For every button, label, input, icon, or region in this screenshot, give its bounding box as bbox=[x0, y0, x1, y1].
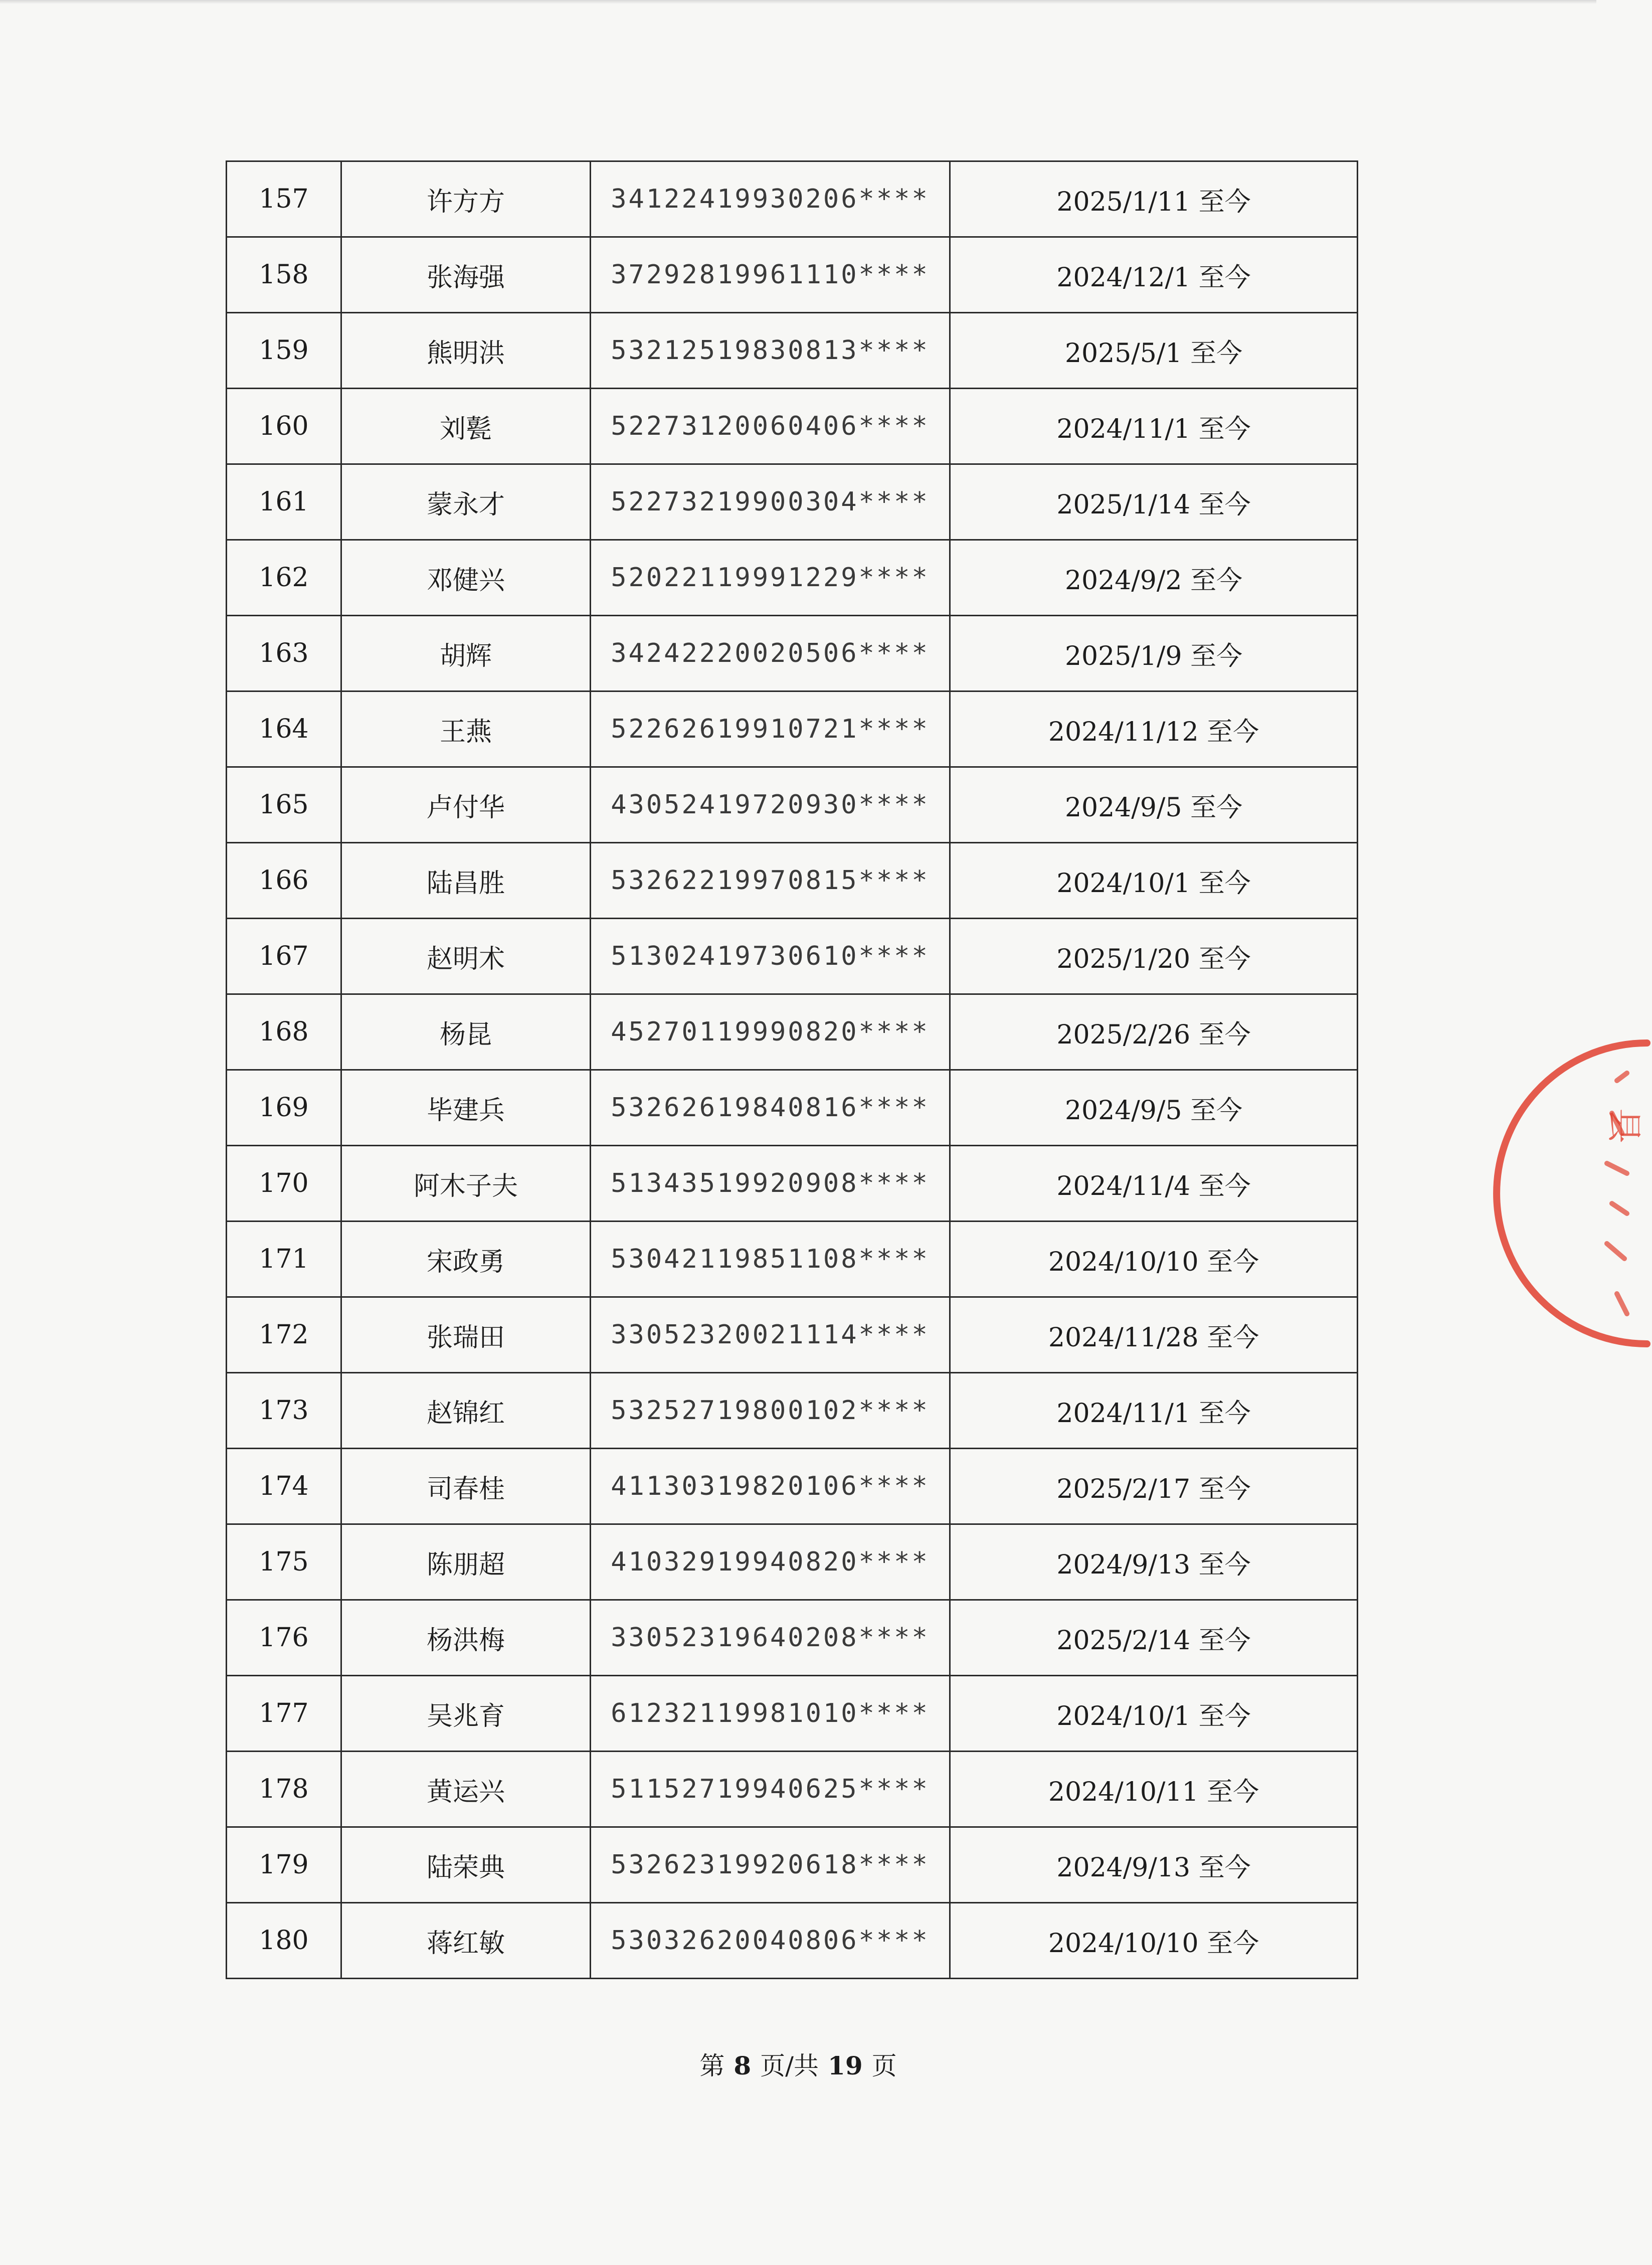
row-name: 蒙永才 bbox=[341, 464, 591, 540]
row-name: 阿木子夫 bbox=[341, 1146, 591, 1222]
row-index: 173 bbox=[227, 1373, 341, 1449]
row-name: 熊明洪 bbox=[341, 313, 591, 389]
row-id-number: 51302419730610**** bbox=[591, 919, 950, 994]
current-page-number: 8 bbox=[733, 2051, 752, 2080]
table-row bbox=[227, 464, 1358, 540]
table-row bbox=[227, 1146, 1358, 1222]
row-id-number: 45270119990820**** bbox=[591, 994, 950, 1070]
row-id-number: 51152719940625**** bbox=[591, 1752, 950, 1827]
row-name: 王燕 bbox=[341, 691, 591, 767]
row-name: 邓健兴 bbox=[341, 540, 591, 616]
row-name: 许方方 bbox=[341, 161, 591, 237]
table-row bbox=[227, 1070, 1358, 1146]
row-id-number: 34122419930206**** bbox=[591, 161, 950, 237]
row-name: 司春桂 bbox=[341, 1449, 591, 1524]
table-row bbox=[227, 1524, 1358, 1600]
row-start-date: 2024/9/5 至今 bbox=[950, 1070, 1358, 1146]
page-footer bbox=[0, 2046, 1596, 2082]
row-start-date: 2024/10/1 至今 bbox=[950, 1676, 1358, 1752]
row-id-number: 43052419720930**** bbox=[591, 767, 950, 843]
row-start-date: 2024/9/13 至今 bbox=[950, 1524, 1358, 1600]
row-id-number: 41032919940820**** bbox=[591, 1524, 950, 1600]
table-row bbox=[227, 994, 1358, 1070]
row-name: 蒋红敏 bbox=[341, 1903, 591, 1979]
row-name: 赵明术 bbox=[341, 919, 591, 994]
row-index: 168 bbox=[227, 994, 341, 1070]
table-row bbox=[227, 1600, 1358, 1676]
table-row bbox=[227, 1297, 1358, 1373]
row-name: 杨洪梅 bbox=[341, 1600, 591, 1676]
row-name: 张瑞田 bbox=[341, 1297, 591, 1373]
row-index: 157 bbox=[227, 161, 341, 237]
row-name: 陈朋超 bbox=[341, 1524, 591, 1600]
table-row bbox=[227, 237, 1358, 313]
row-start-date: 2024/10/1 至今 bbox=[950, 843, 1358, 919]
table-row bbox=[227, 919, 1358, 994]
footer-middle: 页/共 bbox=[760, 2051, 819, 2080]
row-id-number: 37292819961110**** bbox=[591, 237, 950, 313]
table-row bbox=[227, 1222, 1358, 1297]
row-id-number: 34242220020506**** bbox=[591, 616, 950, 691]
row-start-date: 2024/12/1 至今 bbox=[950, 237, 1358, 313]
row-index: 171 bbox=[227, 1222, 341, 1297]
row-id-number: 52273120060406**** bbox=[591, 389, 950, 464]
table-body bbox=[227, 161, 1358, 1979]
table-row bbox=[227, 843, 1358, 919]
row-start-date: 2025/2/26 至今 bbox=[950, 994, 1358, 1070]
row-start-date: 2024/11/12 至今 bbox=[950, 691, 1358, 767]
row-index: 178 bbox=[227, 1752, 341, 1827]
row-index: 176 bbox=[227, 1600, 341, 1676]
row-id-number: 33052319640208**** bbox=[591, 1600, 950, 1676]
row-start-date: 2025/1/20 至今 bbox=[950, 919, 1358, 994]
row-name: 吴兆育 bbox=[341, 1676, 591, 1752]
row-index: 158 bbox=[227, 237, 341, 313]
row-name: 毕建兵 bbox=[341, 1070, 591, 1146]
row-id-number: 53262619840816**** bbox=[591, 1070, 950, 1146]
row-index: 165 bbox=[227, 767, 341, 843]
table-row bbox=[227, 1676, 1358, 1752]
row-id-number: 53262319920618**** bbox=[591, 1827, 950, 1903]
table-row bbox=[227, 313, 1358, 389]
table-row bbox=[227, 691, 1358, 767]
row-name: 杨昆 bbox=[341, 994, 591, 1070]
row-name: 宋政勇 bbox=[341, 1222, 591, 1297]
row-name: 陆昌胜 bbox=[341, 843, 591, 919]
row-index: 174 bbox=[227, 1449, 341, 1524]
table-row bbox=[227, 161, 1358, 237]
employee-table bbox=[226, 160, 1358, 1979]
row-start-date: 2024/10/10 至今 bbox=[950, 1903, 1358, 1979]
row-start-date: 2024/10/11 至今 bbox=[950, 1752, 1358, 1827]
row-index: 160 bbox=[227, 389, 341, 464]
row-id-number: 53262219970815**** bbox=[591, 843, 950, 919]
row-name: 黄运兴 bbox=[341, 1752, 591, 1827]
row-start-date: 2024/11/28 至今 bbox=[950, 1297, 1358, 1373]
row-start-date: 2025/1/11 至今 bbox=[950, 161, 1358, 237]
table-row bbox=[227, 540, 1358, 616]
row-name: 陆荣典 bbox=[341, 1827, 591, 1903]
official-seal-stamp bbox=[1552, 1033, 1652, 1354]
row-index: 163 bbox=[227, 616, 341, 691]
table-row bbox=[227, 767, 1358, 843]
row-name: 刘甏 bbox=[341, 389, 591, 464]
table-row bbox=[227, 1449, 1358, 1524]
row-index: 170 bbox=[227, 1146, 341, 1222]
row-id-number: 51343519920908**** bbox=[591, 1146, 950, 1222]
row-index: 180 bbox=[227, 1903, 341, 1979]
row-id-number: 52022119991229**** bbox=[591, 540, 950, 616]
table-row bbox=[227, 1373, 1358, 1449]
row-name: 卢付华 bbox=[341, 767, 591, 843]
row-id-number: 53042119851108**** bbox=[591, 1222, 950, 1297]
row-name: 胡辉 bbox=[341, 616, 591, 691]
row-index: 159 bbox=[227, 313, 341, 389]
row-id-number: 33052320021114**** bbox=[591, 1297, 950, 1373]
row-start-date: 2025/1/9 至今 bbox=[950, 616, 1358, 691]
row-index: 175 bbox=[227, 1524, 341, 1600]
table-row bbox=[227, 389, 1358, 464]
scan-top-edge bbox=[0, 0, 1596, 4]
row-start-date: 2025/1/14 至今 bbox=[950, 464, 1358, 540]
row-start-date: 2024/9/2 至今 bbox=[950, 540, 1358, 616]
row-index: 172 bbox=[227, 1297, 341, 1373]
row-start-date: 2024/10/10 至今 bbox=[950, 1222, 1358, 1297]
row-id-number: 61232119981010**** bbox=[591, 1676, 950, 1752]
row-id-number: 52262619910721**** bbox=[591, 691, 950, 767]
row-id-number: 53252719800102**** bbox=[591, 1373, 950, 1449]
row-index: 179 bbox=[227, 1827, 341, 1903]
svg-text:县: 县 bbox=[1603, 1108, 1644, 1143]
row-start-date: 2024/9/5 至今 bbox=[950, 767, 1358, 843]
row-index: 169 bbox=[227, 1070, 341, 1146]
row-start-date: 2025/2/17 至今 bbox=[950, 1449, 1358, 1524]
row-id-number: 52273219900304**** bbox=[591, 464, 950, 540]
row-id-number: 53212519830813**** bbox=[591, 313, 950, 389]
footer-prefix: 第 bbox=[699, 2051, 725, 2080]
row-start-date: 2024/11/1 至今 bbox=[950, 1373, 1358, 1449]
row-index: 166 bbox=[227, 843, 341, 919]
footer-suffix: 页 bbox=[871, 2051, 897, 2080]
row-index: 177 bbox=[227, 1676, 341, 1752]
row-index: 167 bbox=[227, 919, 341, 994]
row-name: 赵锦红 bbox=[341, 1373, 591, 1449]
table-row bbox=[227, 1752, 1358, 1827]
row-start-date: 2024/9/13 至今 bbox=[950, 1827, 1358, 1903]
row-id-number: 41130319820106**** bbox=[591, 1449, 950, 1524]
row-start-date: 2024/11/1 至今 bbox=[950, 389, 1358, 464]
row-start-date: 2024/11/4 至今 bbox=[950, 1146, 1358, 1222]
row-index: 162 bbox=[227, 540, 341, 616]
table-row bbox=[227, 1903, 1358, 1979]
row-index: 164 bbox=[227, 691, 341, 767]
row-name: 张海强 bbox=[341, 237, 591, 313]
table-row bbox=[227, 616, 1358, 691]
row-id-number: 53032620040806**** bbox=[591, 1903, 950, 1979]
row-start-date: 2025/2/14 至今 bbox=[950, 1600, 1358, 1676]
row-index: 161 bbox=[227, 464, 341, 540]
row-start-date: 2025/5/1 至今 bbox=[950, 313, 1358, 389]
table-row bbox=[227, 1827, 1358, 1903]
total-page-number: 19 bbox=[828, 2051, 863, 2080]
